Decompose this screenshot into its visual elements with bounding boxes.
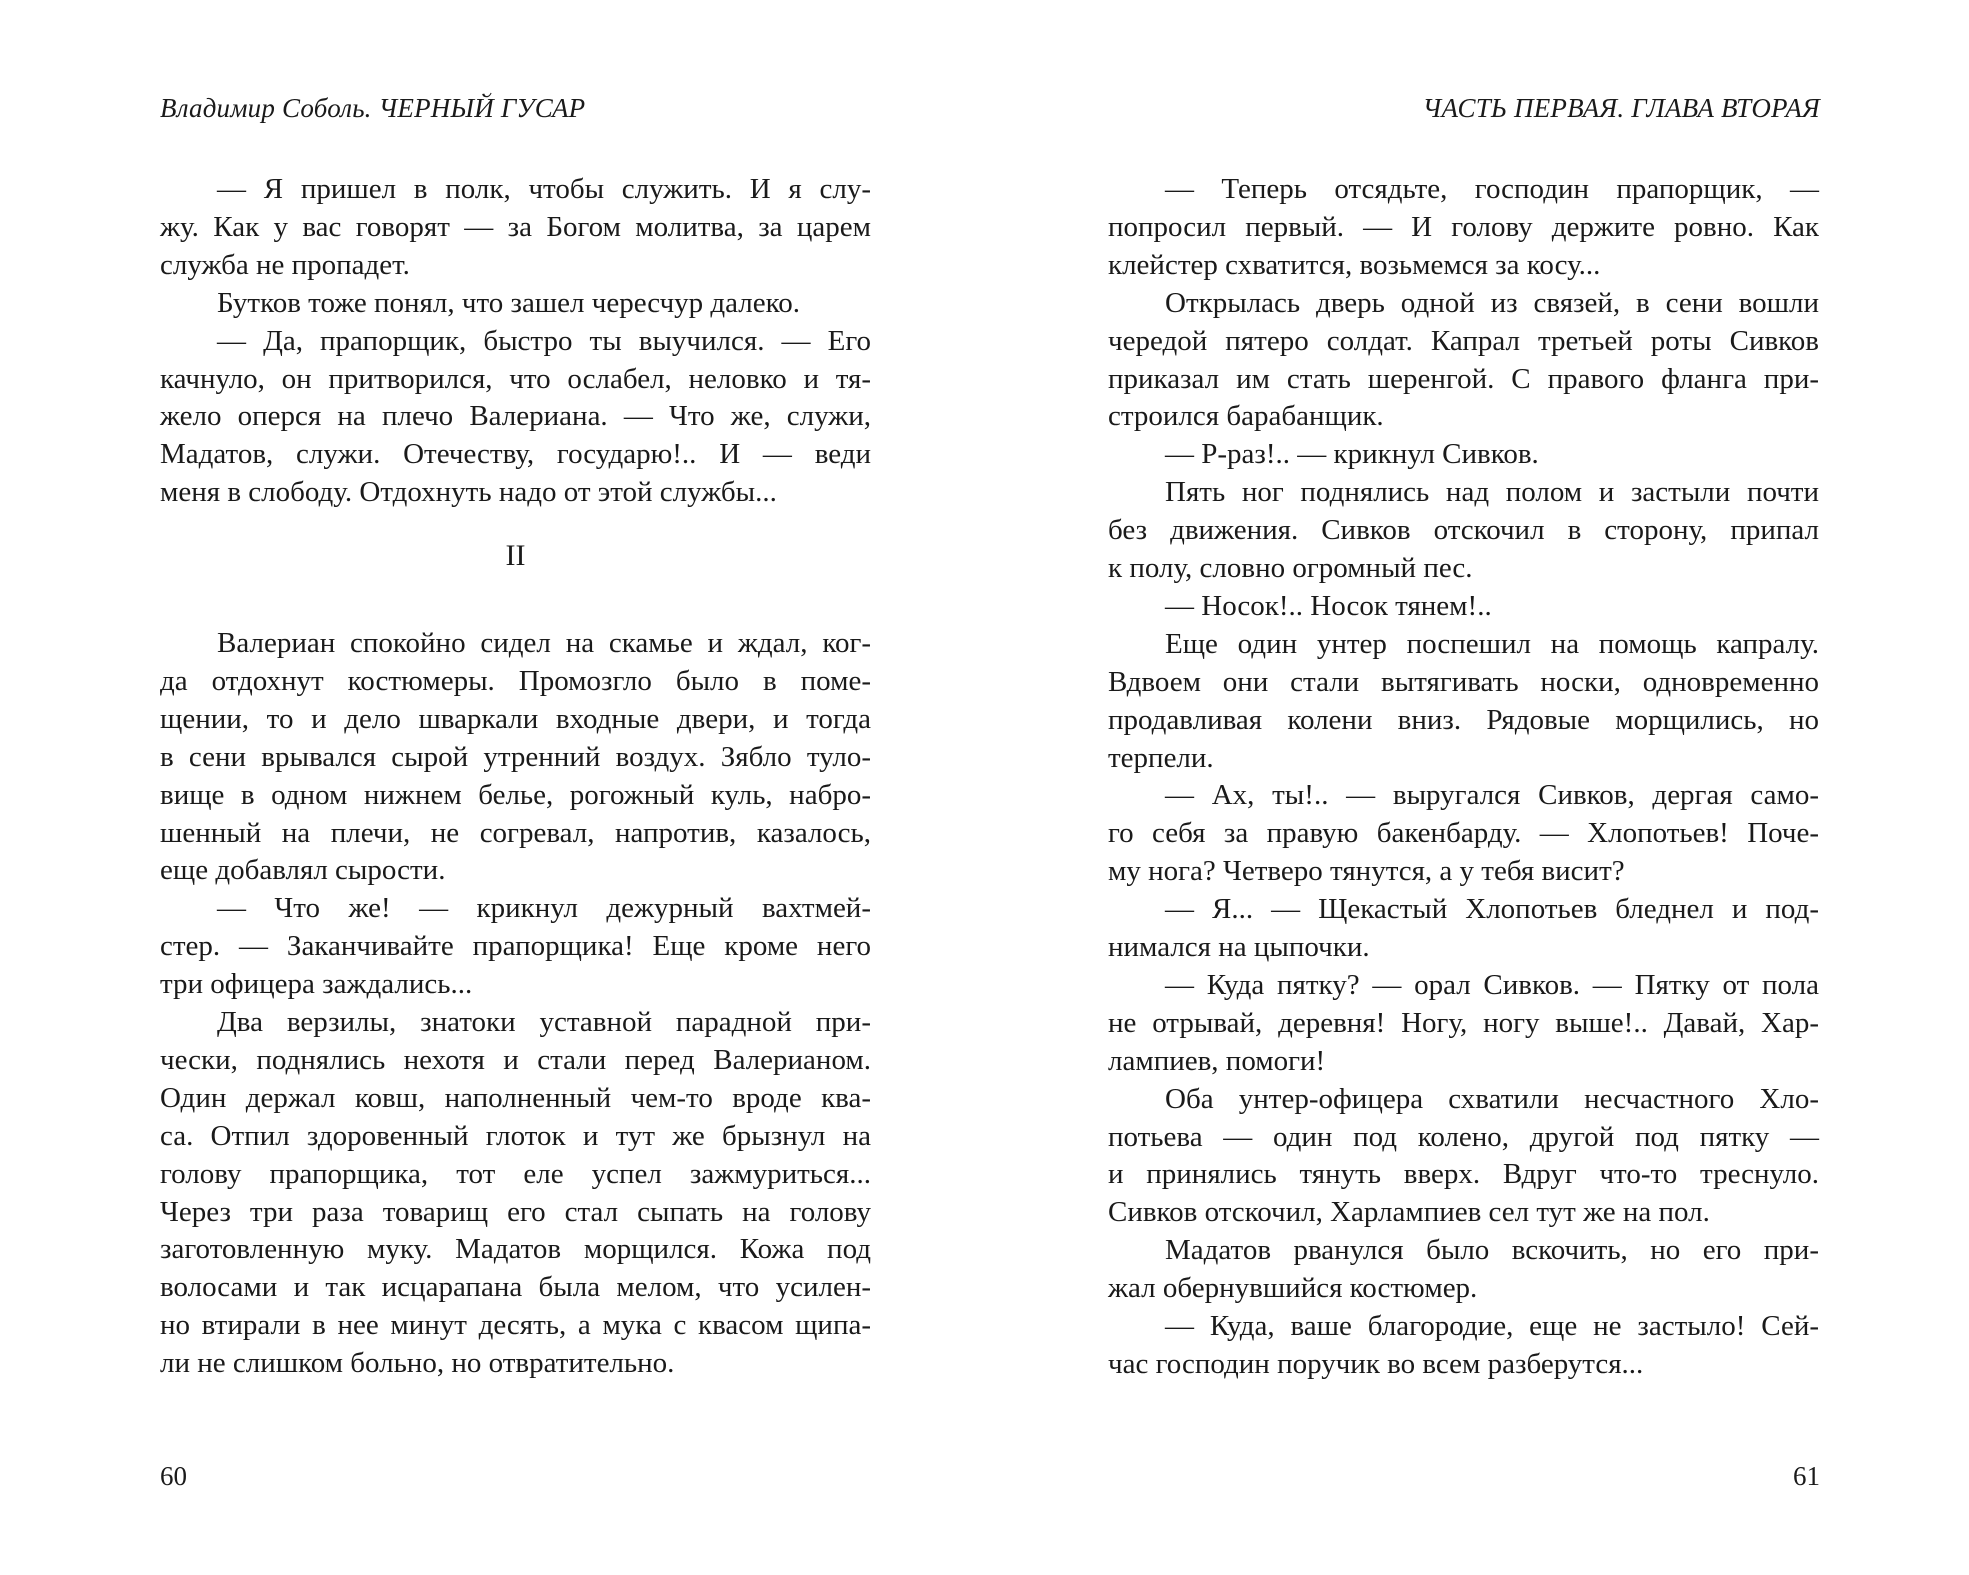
text-line: Мадатов, служи. Отечеству, государю!.. И — веди [160,438,871,471]
text-line: — Теперь отсядьте, господин прапорщик, — [1165,173,1819,205]
text-line: — Носок!.. Носок тянем!.. [1165,589,1492,622]
text-line: чески, поднялись нехотя и стали перед Валерианом. [160,1043,871,1076]
text-line: не отрывай, деревня! Ногу, ногу выше!.. Давай, Хар- [1108,1006,1819,1039]
text-line: к полу, словно огромный пес. [1108,552,1473,584]
text-line: шенный на плечи, не согревал, напротив, казалось, [160,816,871,849]
text-line: жу. Как у вас говорят — за Богом молитва, за царем [160,210,871,243]
text-line: щении, то и дело шваркали входные двери, и тогда [160,702,871,735]
right-page [985,0,1969,1575]
text-line: Пять ног поднялись над полом и застыли почти [1165,476,1819,509]
text-line: без движения. Сивков отскочил в сторону, припал [1108,514,1819,547]
text-line: нимался на цыпочки. [1108,931,1370,963]
text-line: — Да, прапорщик, быстро ты выучился. — Его [217,324,871,357]
text-line: му нога? Четверо тянутся, а у тебя висит? [1108,855,1625,888]
text-line: Валериан спокойно сидел на скамье и ждал, ког- [217,627,871,659]
text-line: час господин поручик во всем разберутся... [1108,1347,1644,1380]
text-line: лампиев, помоги! [1108,1044,1326,1077]
text-line: вище в одном нижнем белье, рогожный куль, набро- [160,778,871,811]
left-page [0,0,984,1575]
text-line: жал обернувшийся костюмер. [1108,1272,1478,1305]
text-line: жело оперся на плечо Валериана. — Что же, служи, [160,400,871,433]
text-line: и принялись тянуть вверх. Вдруг что-то треснуло. [1108,1158,1819,1191]
text-line: — Я пришел в полк, чтобы служить. И я слу- [217,173,871,205]
text-line: чередой пятеро солдат. Капрал третьей роты Сивков [1108,324,1819,357]
text-line: Бутков тоже понял, что зашел чересчур далеко. [217,286,801,319]
text-line: ли не слишком больно, но отвратительно. [160,1347,675,1380]
text-line: приказал им стать шеренгой. С правого фланга при- [1108,362,1819,395]
text-line: — Куда пятку? — орал Сивков. — Пятку от пола [1165,968,1819,1001]
text-line: Два верзилы, знатоки уставной парадной при- [217,1006,871,1038]
text-line: — Р-раз!.. — крикнул Сивков. [1165,438,1539,471]
text-line: заготовленную муку. Мадатов морщился. Кожа под [160,1233,871,1266]
text-line: еще добавлял сырости. [160,854,446,887]
text-line: — Ах, ты!.. — выругался Сивков, дергая само- [1165,779,1819,812]
text-line: качнуло, он притворился, что ослабел, неловко и тя- [160,362,871,395]
text-line: — Куда, ваше благородие, еще не застыло! Сей- [1165,1310,1819,1342]
text-line: Еще один унтер поспешил на помощь капралу. [1165,627,1819,660]
text-line: но втирали в нее минут десять, а мука с квасом щипа- [160,1309,871,1342]
text-line: в сени врывался сырой утренний воздух. Зябло туло- [160,740,871,773]
text-line: стер. — Заканчивайте прапорщика! Еще кроме него [160,930,871,963]
text-line: попросил первый. — И голову держите ровно. Как [1108,210,1819,243]
text-line: Оба унтер-офицера схватили несчастного Хло- [1165,1082,1819,1115]
section-heading: II [505,539,526,572]
text-line: терпели. [1108,741,1214,774]
text-line: продавливая колени вниз. Рядовые морщились, но [1108,703,1819,736]
text-line: са. Отпил здоровенный глоток и тут же брызнул на [160,1119,871,1152]
text-line: строился барабанщик. [1108,400,1384,433]
text-line: го себя за правую бакенбарду. — Хлопотьев! Поче- [1108,817,1819,850]
running-head-chapter: ЧАСТЬ ПЕРВАЯ. ГЛАВА ВТОРАЯ [1422,93,1820,123]
text-line: Сивков отскочил, Харлампиев сел тут же на пол. [1108,1196,1710,1229]
text-line: клейстер схватится, возьмемся за косу... [1108,248,1601,281]
text-line: Мадатов рванулся было вскочить, но его при- [1165,1234,1819,1267]
text-line: служба не пропадет. [160,248,410,281]
text-line: — Что же! — крикнул дежурный вахтмей- [217,892,871,925]
text-line: да отдохнут костюмеры. Промозгло было в поме- [160,664,871,697]
running-head-author-title: Владимир Соболь. ЧЕРНЫЙ ГУСАР [160,93,586,123]
text-line: Через три раза товарищ его стал сыпать на голову [160,1195,871,1228]
text-line: три офицера заждались... [160,968,473,1001]
text-line: волосами и так исцарапана была мелом, что усилен- [160,1271,871,1304]
text-line: — Я... — Щекастый Хлопотьев бледнел и под- [1165,893,1819,926]
page-number-left: 60 [160,1461,187,1491]
text-line: Один держал ковш, наполненный чем-то вроде ква- [160,1081,871,1114]
text-line: потьева — один под колено, другой под пятку — [1108,1120,1819,1153]
text-line: голову прапорщика, тот еле успел зажмуриться... [160,1157,871,1190]
text-line: Открылась дверь одной из связей, в сени вошли [1165,286,1819,319]
page-number-right: 61 [1793,1461,1820,1491]
text-line: Вдвоем они стали вытягивать носки, одновременно [1108,665,1819,698]
text-line: меня в слободу. Отдохнуть надо от этой службы... [160,476,777,509]
